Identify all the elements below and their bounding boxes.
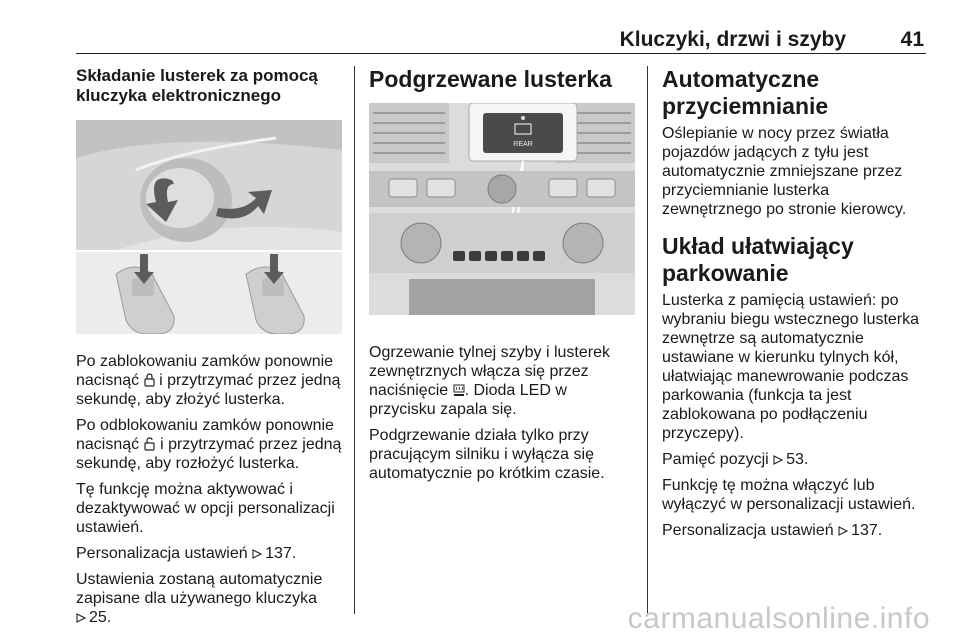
cross-reference: Personalizacja ustawień 137. bbox=[662, 522, 883, 539]
rear-defrost-icon bbox=[453, 383, 465, 397]
auto-dimming-heading: Automatyczne przyciemnianie bbox=[662, 66, 829, 119]
column-divider bbox=[647, 66, 648, 614]
reference-arrow-icon bbox=[252, 549, 262, 559]
reference-arrow-icon bbox=[838, 526, 848, 536]
reference-arrow-icon bbox=[773, 455, 783, 465]
mirror-folding-illustration bbox=[76, 120, 342, 334]
paragraph: Podgrzewanie działa tylko przy pracującym silniku i wyłącza się automatycznie po krótkim czasie. bbox=[369, 427, 605, 482]
column-mirror-folding bbox=[76, 66, 342, 627]
parking-assist-heading: Układ ułatwiający parkowanie bbox=[662, 233, 854, 286]
section-title: Kluczyki, drzwi i szyby bbox=[619, 28, 846, 51]
paragraph: Oślepianie w nocy przez światła pojazdów jadących z tyłu jest automatycznie zmniejszane przez przyciemnianie lusterka zewnętrznego po stronie kierowcy. bbox=[662, 125, 907, 218]
paragraph: Funkcję tę można włączyć lub wyłączyć w personalizacji ustawień. bbox=[662, 477, 916, 513]
column-auto-dimming bbox=[662, 66, 928, 540]
paragraph: Po odblokowaniu zamków ponownie nacisnąć i przytrzymać przez jedną sekundę, aby rozłożyć lusterka. bbox=[76, 417, 342, 472]
unlock-icon bbox=[144, 437, 156, 451]
reference-arrow-icon bbox=[76, 613, 86, 623]
page-header bbox=[76, 28, 926, 54]
rear-button-label: REAR bbox=[513, 141, 533, 148]
paragraph: Ogrzewanie tylnej szyby i lusterek zewnętrznych włącza się przez naciśnięcie . Dioda LED w przycisku zapala się. bbox=[369, 344, 610, 418]
paragraph: Ustawienia zostaną automatycznie zapisane dla używanego kluczyka 25. bbox=[76, 571, 323, 626]
heated-mirrors-illustration bbox=[369, 103, 635, 315]
cross-reference: Pamięć pozycji 53. bbox=[662, 451, 809, 468]
column-divider bbox=[354, 66, 355, 614]
paragraph: Lusterka z pamięcią ustawień: po wybraniu biegu wstecznego lusterka zewnętrze są automatycznie ustawiane w kierunku tylnych kół, ułatwiając manewrowanie podczas parkowania (funkcja ta jest zablokowana po podłączeniu przyczepy). bbox=[662, 292, 920, 442]
paragraph: Tę funkcję można aktywować i dezaktywować w opcji personalizacji ustawień. bbox=[76, 481, 335, 536]
cross-reference: Personalizacja ustawień 137. bbox=[76, 545, 297, 562]
watermark: carmanualsonline.info bbox=[627, 602, 930, 635]
page-number: 41 bbox=[900, 28, 924, 51]
paragraph: Po zablokowaniu zamków ponownie nacisnąć i przytrzymać przez jedną sekundę, aby złożyć lusterka. bbox=[76, 353, 341, 408]
lock-icon bbox=[144, 373, 155, 387]
mirror-folding-heading: Składanie lusterek za pomocą kluczyka elektronicznego bbox=[76, 66, 318, 105]
heated-mirrors-heading: Podgrzewane lusterka bbox=[369, 66, 612, 92]
column-heated-mirrors bbox=[369, 66, 635, 483]
